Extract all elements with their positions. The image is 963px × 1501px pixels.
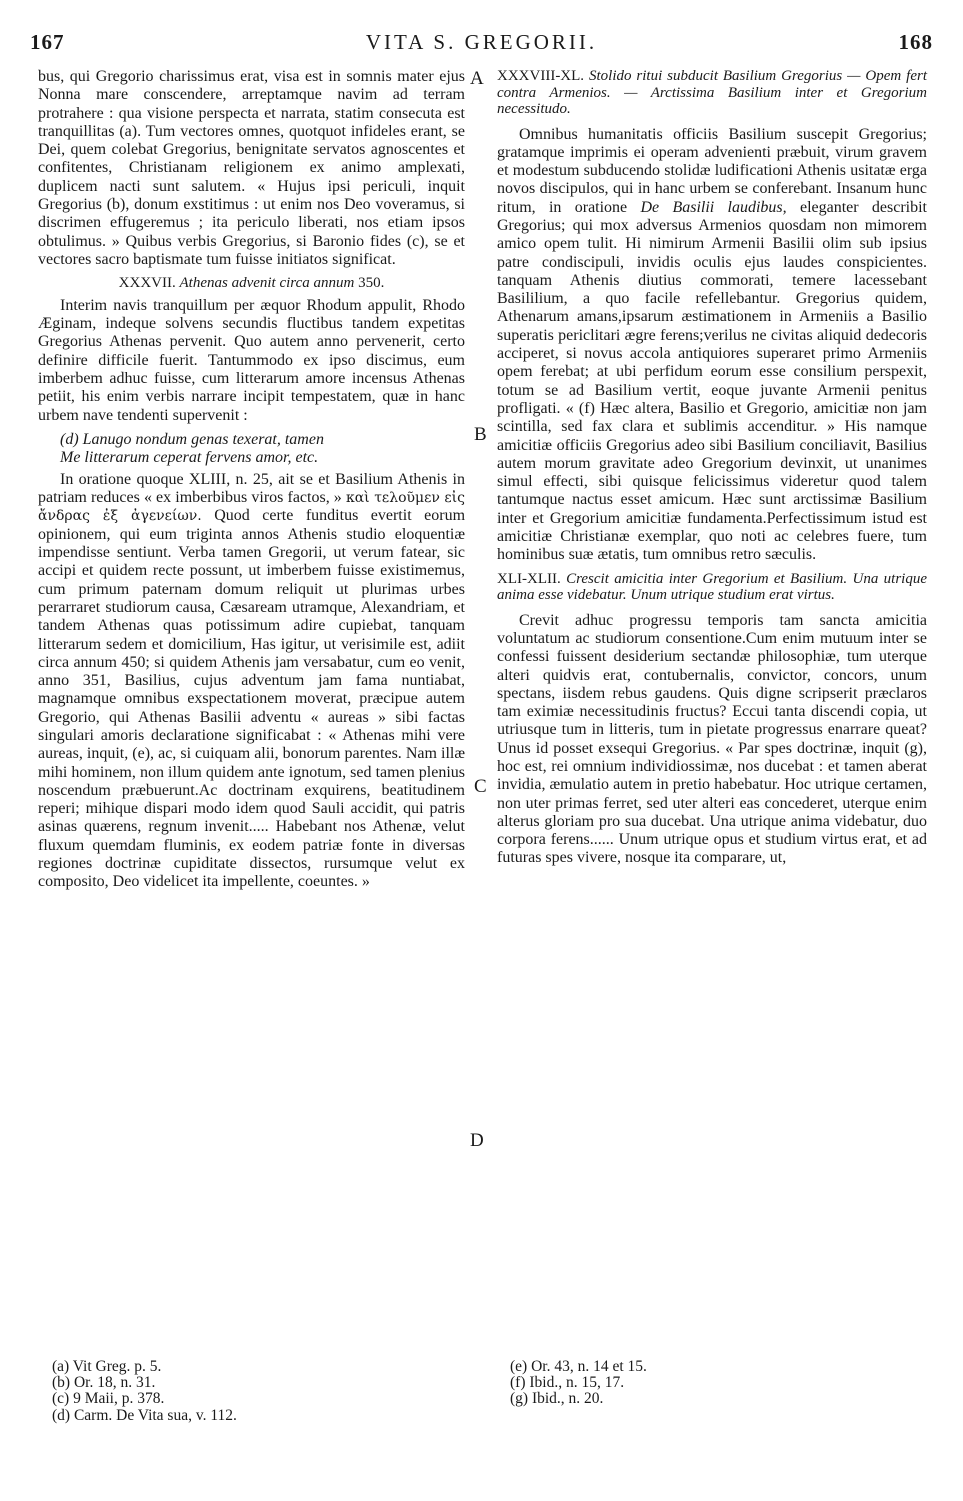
running-header bbox=[30, 30, 933, 60]
section-heading-37 bbox=[38, 275, 465, 292]
running-title: VITA S. GREGORII. bbox=[365, 30, 598, 54]
section-title: Crescit amicitia inter Gregorium et Basilium. Una utrique anima esse videbatur. Unum utrique studium erat virtus. bbox=[497, 570, 927, 604]
paragraph bbox=[38, 471, 465, 892]
section-title: Stolido ritui subducit Basilium Gregorius — Opem fert contra Armenios. — Arctissima Basilium inter et Gregorium necessitudo. bbox=[497, 68, 927, 117]
paragraph: Crevit adhuc progressu temporis tam sancta amicitia voluntatum ac studiorum consentione.Cum enim mutuum inter se confessi fuissent desiderium sectandæ philosophiæ, tum uterque alteri quidvis erat, contubernalis, convictor, concors, unum spectans, iisdem rebus gaudens. Quis digne scripserit præclaros tam eximiæ necessitudinis fructus? Eccui tanta discendi copia, ut utriusque tum in litteris, tum in pietate progressus enarrare queat? Unus id posset exsequi Gregorius. « Par spes doctrinæ, inquit (g), hoc est, rei omnium individiossimæ, nos ducebat : et tamen aberat invidia, æmulatio autem in pretio habebatur. Hoc utrique certamen, non uter primas ferret, sed uter alteri eas concederet, uterque enim alterus gloriam pro sua ducebat. Una utrique anima videbatur, duo corpora ferens...... Unum utrique opus et studium virtus erat, et ad futuras spes vivere, nosque ita comparare, ut, bbox=[497, 611, 927, 867]
greek-quote: καὶ τελοῦμεν εἰς ἄνδρας ἐξ ἀγενείων. bbox=[38, 490, 466, 525]
text-run: Quod certe funditus evertit eorum opinionem, qui eum triginta annos Athenis studio eloquentiæ impendisse sentiunt. Verba tamen Gregorii, ut verum fatear, sic accipi et quidem recte possunt, ut imberbem fuisse existimemus, cum primum paternam domum reliquit ut plurimas urbes perarraret studiorum causa, Cæsaream utramque, Alexandriam, et tandem Athenas quas potissimum adire cupiebat, tanquam litterarum sedem et domicilium, Has igitur, ut verisimile est, adiit circa annum 450; si quidem Athenis jam versabatur, cum eo venit, anno 351, Basilius, cujus adventum jam fama nuntiabat, magnamque omnibus exspectationem moverat, præcipue autem Gregorio, qui Athenas Basilii adventu « aureas » sibi factas singulari amoris declaratione significabat : « Athenas mihi vere aureas, inquit, (e), ac, si cuiquam alii, bonorum parentes. Nam illæ mihi hominem, non illum quidem ante ignotum, sed tamen plenius noscendum præbuerunt.Ac doctrinam exquirens, beatitudinem reperi; mihique dispari modo idem quod Sauli accidit, qui patris asinas quærens, regnum invenit..... Habebant nos Athenæ, velut fluxum quemdam fluminis, ex eodem patriæ fonte in diversas regiones doctrinæ cupiditate dissectos, rursumque velut ex composito, Deo videlicet ita impellente, coeuntes. » bbox=[38, 507, 466, 891]
margin-letter-a: A bbox=[470, 68, 484, 89]
left-column bbox=[38, 68, 465, 892]
footnotes-left bbox=[52, 1359, 237, 1424]
page-number-left: 167 bbox=[30, 30, 65, 54]
section-title: Athenas advenit circa annum bbox=[179, 275, 355, 292]
text-run: eleganter describit Gregorius; qui mox adversus Armenios quosdam non mimorem amico opem tulit. Hi nimirum Armenii Basilii olim sub ipsius patre condiscipuli, invidis oculis ejus laudes conspicientes. tanquam Athenis diutius commorati, temere lacessebant Basililium, a quo facile refellebantur. Gregorius quidem, Athenarum amans,ipsarum æstimationem in Armeniis a Basilio superatis periclitari ægre ferens;verilus ne civitas aliquid dedecoris acciperet, si novus accola antiquiores superaret primo Armeniis opem ferebat; at ubi perfidum eorum esse consilium perspexit, totum se ad Basilium vertit, eoque juvante Armenii penitus profligati. « (f) Hæc altera, Basilio et Gregorio, amicitiæ non jam scintilla, sed fax clara et sublimis accenditur. » His namque amicitiæ officiis Gregorius adeo sibi Basilium conciliavit, Basilius autem morum gravitate adeo Gregorium devinxit, ut unanimes simul effecti, sibi quisque felicissimus videretur quod talem tantumque nactus esset amicum. Hæc sunt arctissimæ Basilium inter et Gregorium amicitiæ fundamenta.Perfectissimum istud est amicitiæ Christianæ exemplar, quo noti ac celebres fuere, tum hominibus suæ ætatis, tum omnibus retro sæculis. bbox=[497, 198, 927, 564]
right-column bbox=[497, 68, 927, 868]
margin-letter-d: D bbox=[470, 1130, 484, 1151]
margin-letter-c: C bbox=[474, 776, 487, 797]
margin-letter-b: B bbox=[474, 424, 487, 445]
verse-line: (d) Lanugo nondum genas texerat, tamen bbox=[60, 430, 324, 448]
page-number-right: 168 bbox=[898, 30, 933, 54]
section-year: 350. bbox=[358, 275, 385, 292]
section-number: XXXVIII-XL. bbox=[497, 68, 585, 84]
text-run: In oratione quoque XLIII, n. 25, ait se et Basilium Athenis in patriam reduces « ex imberbibus viros factos, » bbox=[38, 470, 465, 507]
section-number: XXXVII. bbox=[118, 275, 176, 292]
verse-line: Me litterarum ceperat fervens amor, etc. bbox=[60, 448, 319, 466]
text-run: Omnibus humanitatis officiis Basilium suscepit Gregorius; gratamque imprimis ei operam advenienti præbuit, virum gravem et modestum subducendo stolidæ ludificationi Athenis usitatæ erga novos discipulos, qui in hanc urbem se conferebant. Insanum hunc ritum, in oratione bbox=[497, 125, 927, 216]
footnote: (f) Ibid., n. 15, 17. bbox=[510, 1374, 625, 1392]
verse-quote bbox=[60, 431, 465, 467]
footnote: (b) Or. 18, n. 31. bbox=[52, 1374, 156, 1392]
footnote: (c) 9 Maii, p. 378. bbox=[52, 1390, 165, 1408]
paragraph bbox=[497, 126, 927, 565]
section-heading-38 bbox=[497, 68, 927, 118]
work-title: De Basilii laudibus, bbox=[640, 198, 787, 216]
footnote: (e) Or. 43, n. 14 et 15. bbox=[510, 1358, 647, 1375]
section-number: XLI-XLII. bbox=[497, 570, 561, 587]
section-heading-41 bbox=[497, 571, 927, 604]
footnote: (g) Ibid., n. 20. bbox=[510, 1390, 604, 1408]
footnotes-right bbox=[510, 1359, 647, 1408]
paragraph: bus, qui Gregorio charissimus erat, visa est in somnis mater ejus Nonna mare conscendere, arreptamque navim ad terram protrahere : qua visione perspecta et narrata, statim consecuta est tranquillitas (a). Tum vectores omnes, quotquot infideles erant, se Dei, quem colebat Gregorius, benignitate servatos agnoscentes et confitentes, Christianam religionem ex animo amplexati, duplicem nacti sunt salutem. « Hujus ipsi periculi, inquit Gregorius (b), donum exstitimus : ut enim nos Deo voveramus, si discrimen effugeremus ; ita periculo liberati, nos etiam ipsos obtulimus. » Quibus verbis Gregorius, si Baronio fides (c), se et vectores sacro baptismate tum fuisse initiatos significat. bbox=[38, 68, 465, 268]
footnote: (d) Carm. De Vita sua, v. 112. bbox=[52, 1406, 237, 1424]
paragraph: Interim navis tranquillum per æquor Rhodum appulit, Rhodo Æginam, indeque solvens secundis fluctibus tandem expetitas Gregorius Athenas pervenit. Quo autem anno pervenerit, certo definire difficile fuerit. Tantummodo ex ipso discimus, eum imberbem adhuc fuisse, cum litterarum amore incensus Athenas petiit, his enim verbis narrare incipit tempestatem, quæ in hanc urbem nave tendenti supervenit : bbox=[38, 296, 465, 424]
footnote: (a) Vit Greg. p. 5. bbox=[52, 1358, 162, 1375]
